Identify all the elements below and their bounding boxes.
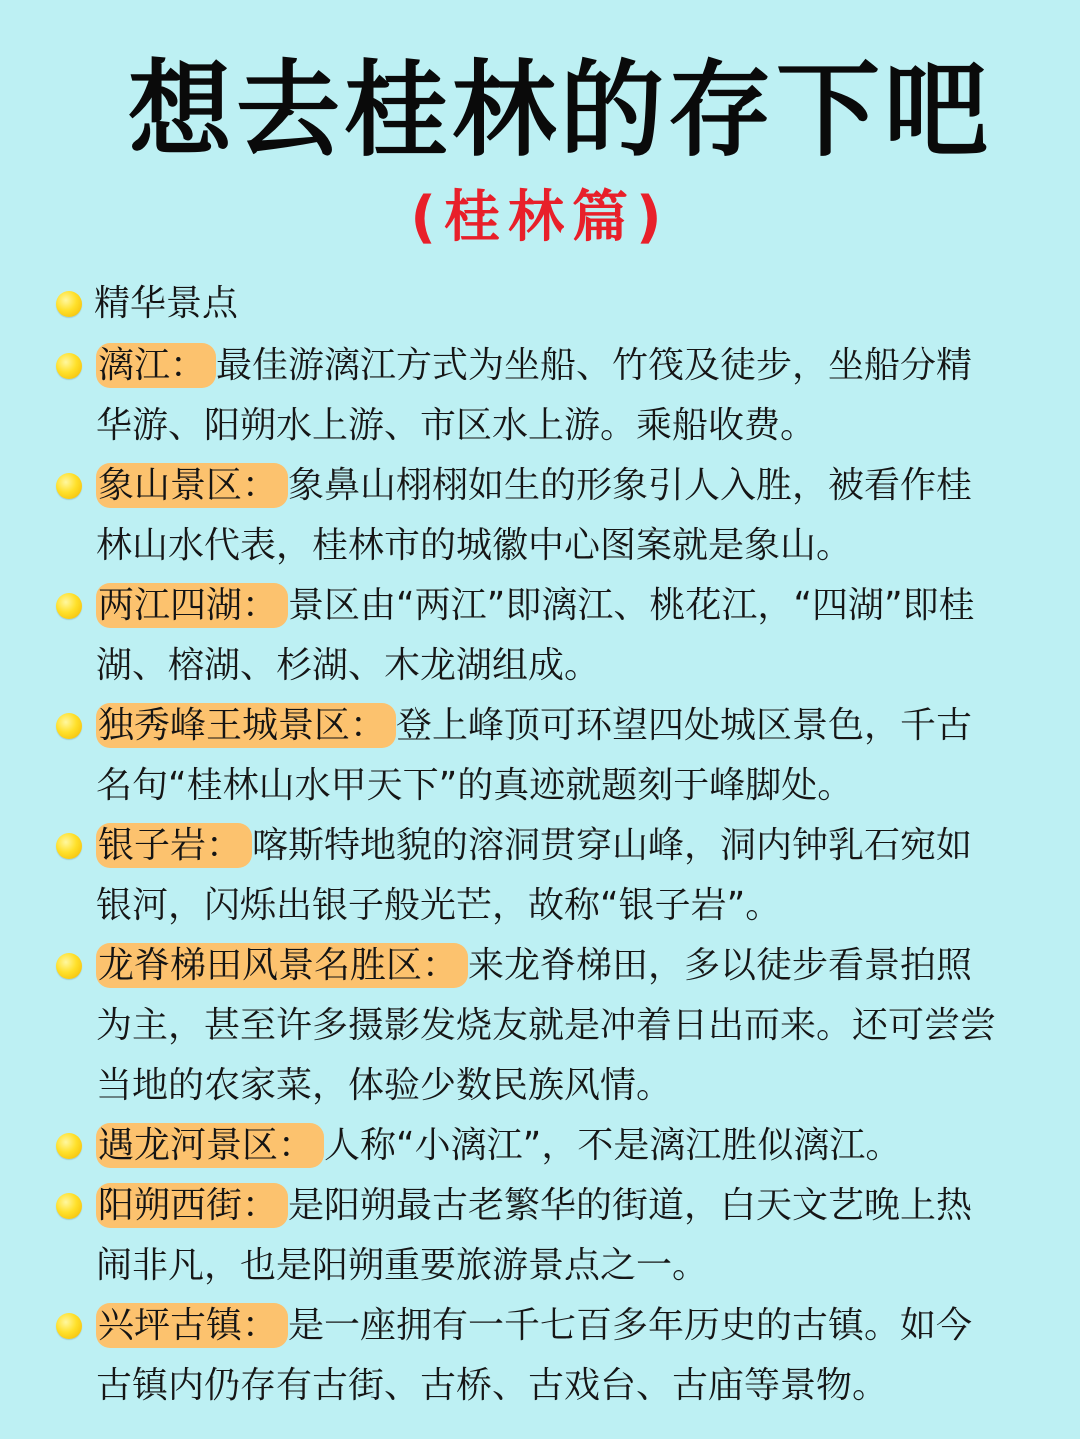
attraction-item-yulonghe xyxy=(56,1116,996,1176)
attraction-item-xingping xyxy=(56,1296,996,1416)
attraction-item-longji xyxy=(56,936,996,1116)
attraction-description: 人称“小漓江”，不是漓江胜似漓江。 xyxy=(324,1125,902,1166)
attraction-item-liangjiangsihu xyxy=(56,576,996,696)
attraction-name: 象山景区： xyxy=(96,463,288,508)
attraction-description: 最佳游漓江方式为坐船、竹筏及徒步，坐船分精华游、阳朔水上游、市区水上游。乘船收费。 xyxy=(96,345,973,446)
section-heading xyxy=(56,276,996,332)
attraction-description: 景区由“两江”即漓江、桃花江，“四湖”即桂湖、榕湖、杉湖、木龙湖组成。 xyxy=(96,585,975,686)
attraction-description: 是一座拥有一千七百多年历史的古镇。如今古镇内仍存有古街、古桥、古戏台、古庙等景物。 xyxy=(96,1305,973,1406)
attraction-name: 兴坪古镇： xyxy=(96,1303,288,1348)
yellow-dot-icon xyxy=(56,1133,82,1159)
yellow-dot-icon xyxy=(56,1313,82,1339)
yellow-dot-icon xyxy=(56,713,82,739)
attraction-name: 漓江： xyxy=(96,343,216,388)
yellow-dot-icon xyxy=(56,953,82,979)
attraction-description: 象鼻山栩栩如生的形象引人入胜，被看作桂林山水代表，桂林市的城徽中心图案就是象山。 xyxy=(96,465,973,566)
attraction-description: 喀斯特地貌的溶洞贯穿山峰，洞内钟乳石宛如银河，闪烁出银子般光芒，故称“银子岩”。 xyxy=(96,825,973,926)
attraction-name: 遇龙河景区： xyxy=(96,1123,324,1168)
attraction-item-xiangshan xyxy=(56,456,996,576)
attraction-description: 是阳朔最古老繁华的街道，白天文艺晚上热闹非凡，也是阳朔重要旅游景点之一。 xyxy=(96,1185,973,1286)
attraction-name: 阳朔西街： xyxy=(96,1183,288,1228)
attraction-name: 银子岩： xyxy=(96,823,252,868)
attraction-item-xijie xyxy=(56,1176,996,1296)
attraction-name: 两江四湖： xyxy=(96,583,288,628)
attraction-description: 登上峰顶可环望四处城区景色，千古名句“桂林山水甲天下”的真迹就题刻于峰脚处。 xyxy=(96,705,973,806)
yellow-dot-icon xyxy=(56,1193,82,1219)
attraction-item-lijiang xyxy=(56,336,996,456)
attractions-list xyxy=(56,276,996,1416)
attraction-name: 独秀峰王城景区： xyxy=(96,703,396,748)
page-title: 想去桂林的存下吧 xyxy=(127,49,992,171)
page-subtitle: (桂林篇) xyxy=(410,185,670,250)
yellow-dot-icon xyxy=(56,291,82,317)
yellow-dot-icon xyxy=(56,593,82,619)
yellow-dot-icon xyxy=(56,353,82,379)
attraction-name: 龙脊梯田风景名胜区： xyxy=(96,943,468,988)
attraction-item-yinziyan xyxy=(56,816,996,936)
attraction-item-duxiufeng xyxy=(56,696,996,816)
section-heading-label: 精华景点 xyxy=(94,283,239,324)
yellow-dot-icon xyxy=(56,833,82,859)
attraction-description: 来龙脊梯田，多以徒步看景拍照为主，甚至许多摄影发烧友就是冲着日出而来。还可尝尝当地的农家菜，体验少数民族风情。 xyxy=(96,945,997,1106)
yellow-dot-icon xyxy=(56,473,82,499)
